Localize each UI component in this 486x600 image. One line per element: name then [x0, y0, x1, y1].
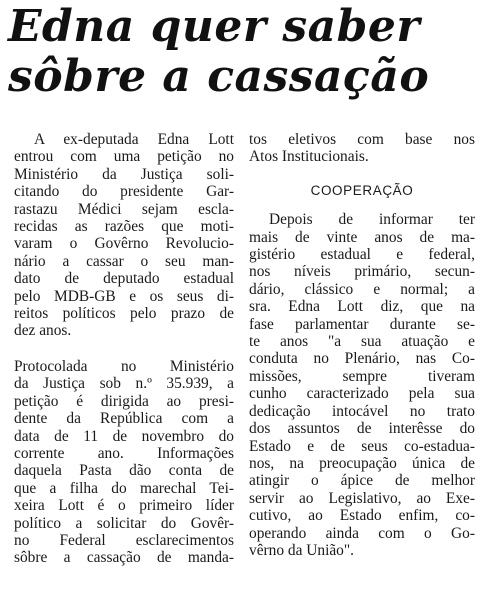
text-line: rastazu Médici sejam escla-: [14, 200, 234, 218]
text-line: entrou com uma petição no: [14, 148, 234, 166]
text-line: reitos políticos pelo prazo de: [14, 305, 234, 323]
text-line: nos, na preocupação única de: [249, 454, 475, 472]
text-line: Estado e de seus co-estadua-: [249, 437, 475, 455]
text-line: cunho caracterizado pela sua: [249, 385, 475, 403]
headline-line-1: Edna quer saber: [8, 1, 421, 52]
text-line: pelo MDB-GB e os seus di-: [14, 287, 234, 305]
text-line: Depois de informar ter: [269, 211, 475, 229]
paragraph-1: [14, 131, 234, 340]
text-line: recidas as razões que moti-: [14, 218, 234, 236]
paragraph-continued: [249, 131, 475, 166]
text-line: Atos Institucionais.: [249, 148, 369, 166]
text-line: dedicação intocável no trato: [249, 402, 475, 420]
text-line: tos eletivos com base nos: [249, 131, 475, 148]
headline-line-2: sôbre a cassação: [8, 51, 430, 102]
text-line: Ministério da Justiça soli-: [14, 165, 234, 183]
text-line: fase parlamentar durante se-: [249, 315, 475, 333]
text-line: corrente ano. Informações: [14, 444, 234, 462]
text-line: conduta no Plenário, nas Co-: [249, 350, 475, 368]
left-column: [14, 131, 234, 567]
text-line: mais de vinte anos de ma-: [249, 228, 475, 246]
text-line: nário a cassar o seu man-: [14, 252, 234, 270]
section-subhead: COOPERAÇÃO: [310, 182, 414, 198]
text-line: Protocolada no Ministério: [14, 357, 234, 375]
text-line: atingir o ápice de melhor: [249, 472, 475, 490]
text-line: da Justiça sob n.º 35.939, a: [14, 375, 234, 393]
text-line: daquela Pasta dão conta de: [14, 462, 234, 480]
text-line: dário, clássico e normal; a: [249, 280, 475, 298]
text-line: nos níveis primário, secun-: [249, 263, 475, 281]
text-line: cutivo, ao Estado enfim, co-: [249, 507, 475, 525]
text-line: missões, sempre tiveram: [249, 367, 475, 385]
text-line: político a solicitar do Govêr-: [14, 514, 234, 532]
headline: [8, 2, 478, 102]
text-line: operando ainda com o Go-: [249, 524, 475, 542]
text-line: xeira Lott é o primeiro líder: [14, 497, 234, 515]
text-line: A ex-deputada Edna Lott: [34, 131, 234, 148]
text-line: gistério estadual e federal,: [249, 246, 475, 264]
text-line: varam o Govêrno Revolucio-: [14, 235, 234, 253]
text-line: que a filha do marechal Tei-: [14, 479, 234, 497]
paragraph-gap: [14, 340, 234, 358]
text-line: dente da República com a: [14, 410, 234, 428]
text-line: petição é dirigida ao presi-: [14, 392, 234, 410]
paragraph-3: [249, 211, 475, 559]
text-line: dez anos.: [14, 322, 72, 340]
text-line: citando do presidente Gar-: [14, 183, 234, 201]
text-line: servir ao Legislativo, ao Exe-: [249, 489, 475, 507]
text-line: dato de deputado estadual: [14, 270, 234, 288]
text-line: vêrno da União".: [249, 541, 355, 559]
text-line: sôbre a cassação de manda-: [14, 549, 234, 567]
text-line: data de 11 de novembro do: [14, 427, 234, 445]
right-column: [249, 131, 475, 559]
paragraph-2: [14, 358, 234, 567]
text-line: te anos "a sua atuação e: [249, 333, 475, 351]
text-line: dos assuntos de interêsse do: [249, 420, 475, 438]
text-line: sra. Edna Lott diz, que na: [249, 298, 475, 316]
text-line: no Federal esclarecimentos: [14, 531, 234, 549]
